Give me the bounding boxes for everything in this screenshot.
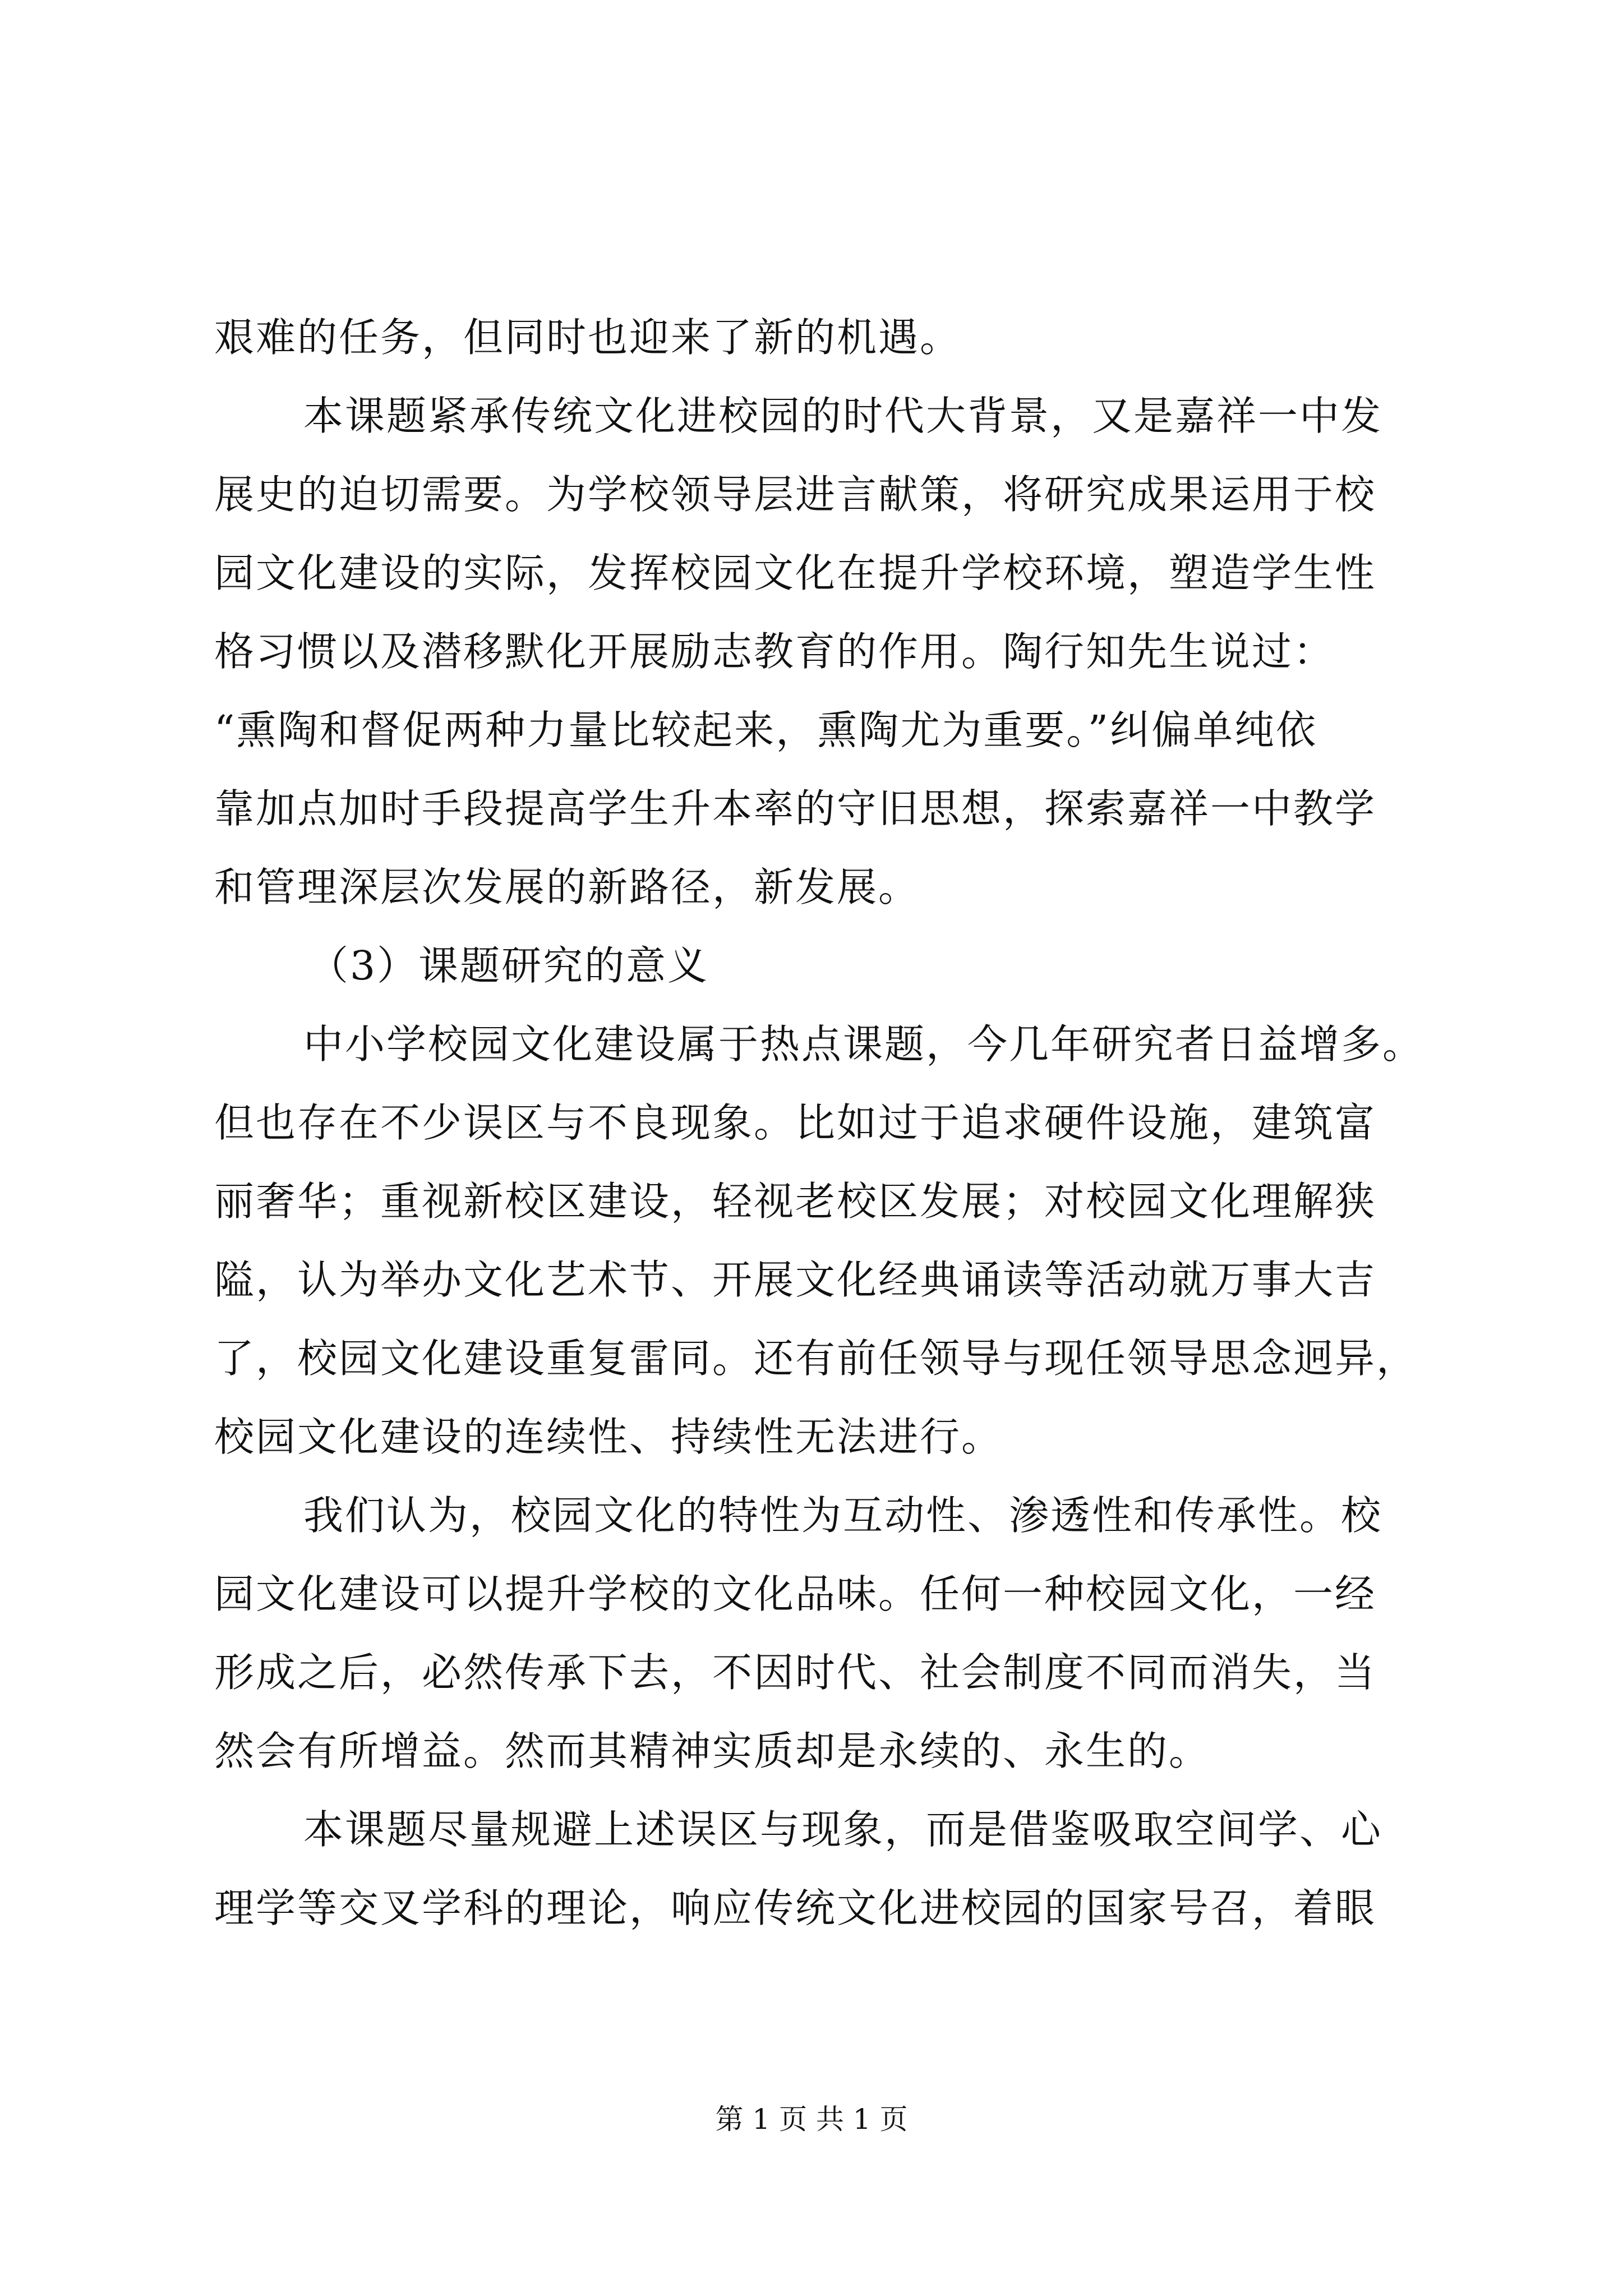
text-line: “熏陶和督促两种力量比较起来，熏陶尤为重要。”纠偏单纯依 <box>214 707 1318 753</box>
text-line: 格习惯以及潜移默化开展励志教育的作用。陶行知先生说过： <box>214 628 1335 675</box>
text-line: 中小学校园文化建设属于热点课题，今几年研究者日益增多。 <box>303 1021 1424 1068</box>
text-line: 艰难的任务，但同时也迎来了新的机遇。 <box>214 314 962 361</box>
text-line: 但也存在不少误区与不良现象。比如过于追求硬件设施，建筑富 <box>214 1099 1377 1146</box>
text-line: 靠加点加时手段提高学生升本率的守旧思想，探索嘉祥一中教学 <box>214 785 1377 832</box>
text-line: 和管理深层次发展的新路径，新发展。 <box>214 864 920 910</box>
text-line: 我们认为，校园文化的特性为互动性、渗透性和传承性。校 <box>303 1492 1383 1539</box>
text-line: 形成之后，必然传承下去，不因时代、社会制度不同而消失，当 <box>214 1649 1377 1696</box>
text-line: 本课题尽量规避上述误区与现象，而是借鉴吸取空间学、心 <box>303 1806 1383 1853</box>
text-line: 隘，认为举办文化艺术节、开展文化经典诵读等活动就万事大吉 <box>214 1257 1377 1303</box>
text-line: 然会有所增益。然而其精神实质却是永续的、永生的。 <box>214 1728 1211 1774</box>
text-line: 了，校园文化建设重复雷同。还有前任领导与现任领导思念迥异， <box>214 1335 1418 1382</box>
text-line: 园文化建设的实际，发挥校园文化在提升学校环境，塑造学生性 <box>214 550 1377 596</box>
text-line: 展史的迫切需要。为学校领导层进言献策，将研究成果运用于校 <box>214 471 1377 518</box>
section-heading: （3）课题研究的意义 <box>308 942 709 989</box>
text-line: 园文化建设可以提升学校的文化品味。任何一种校园文化，一经 <box>214 1571 1377 1617</box>
text-line: 校园文化建设的连续性、持续性无法进行。 <box>214 1414 1003 1460</box>
text-line: 丽奢华；重视新校区建设，轻视老校区发展；对校园文化理解狭 <box>214 1178 1377 1225</box>
text-line: 本课题紧承传统文化进校园的时代大背景，又是嘉祥一中发 <box>303 393 1383 439</box>
text-line: 理学等交叉学科的理论，响应传统文化进校园的国家号召，着眼 <box>214 1885 1377 1931</box>
page-number-footer: 第 1 页 共 1 页 <box>715 2103 908 2136</box>
